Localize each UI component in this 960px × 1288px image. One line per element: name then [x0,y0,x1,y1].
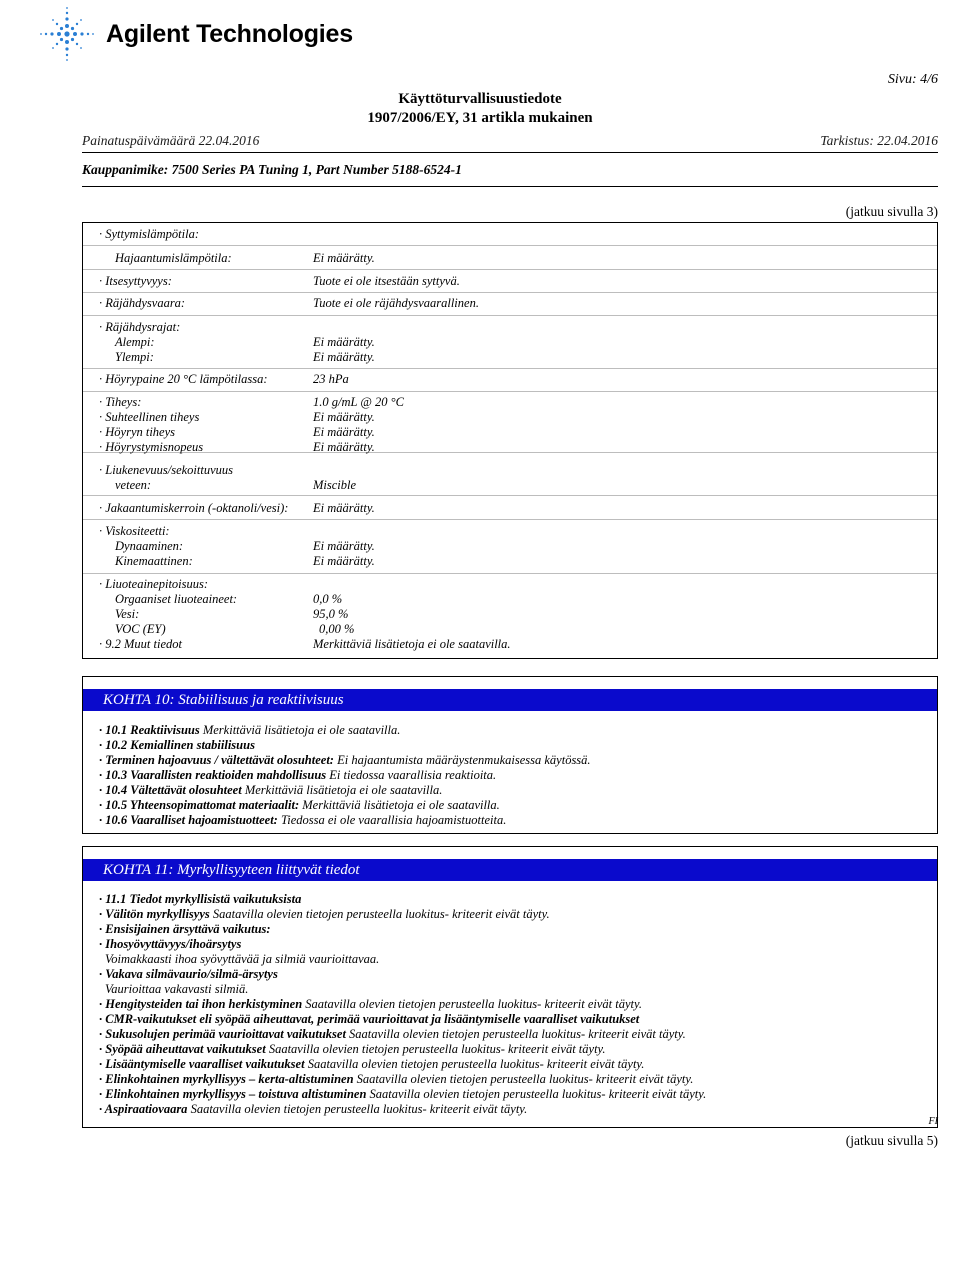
continued-from: (jatkuu sivulla 3) [845,204,938,219]
s11-line: · Ihosyövyttävyys/ihoärsytys [99,937,242,951]
brand-logo [36,4,353,64]
s10-line: · 10.2 Kemiallinen stabiilisuus [99,738,255,752]
language-code: FI [928,1116,938,1127]
s11-line: · Hengitysteiden tai ihon herkistyminen Saatavilla olevien tietojen perusteella luokitus- kriteerit eivät täyty. [99,997,642,1011]
s11-line: · CMR-vaikutukset eli syöpää aiheuttavat, perimää vaurioittavat ja lisääntymiselle vaaralliset vaikutukset [99,1012,640,1026]
s10-line: · 10.4 Vältettävät olosuhteet Merkittäviä lisätietoja ei ole saatavilla. [99,783,443,797]
s11-line: Vaurioittaa vakavasti silmiä. [105,982,249,996]
product-divider [82,186,938,187]
s11-line: · Lisääntymiselle vaaralliset vaikutukset Saatavilla olevien tietojen perusteella luokitus- kriteerit eivät täyty. [99,1057,645,1071]
s10-line: · 10.6 Vaaralliset hajoamistuotteet: Tiedossa ei ole vaarallisia hajoamistuotteita. [99,813,507,827]
s11-line: Voimakkaasti ihoa syövyttävää ja silmiä vaurioittavaa. [105,952,380,966]
header-divider [82,152,938,153]
physical-properties-box: · Syttymislämpötila: Hajaantumislämpötila: Ei määrätty. · Itsesyttyvyys: Tuote ei ole itsestään syttyvä. · Räjähdysvaara: Tuote ei ole räjähdysvaarallinen. · Räjähdysrajat: Alempi: Ei määrätty. Ylempi: Ei määrätty. · Höyrypaine 20 °C lämpötilassa: 23 hPa · Tiheys: 1.0 g/mL @ 20 °C · Suhteellinen tiheys Ei määrätty. · Höyryn tiheys Ei määrätty. · Höyrystymisnopeus Ei määrätty. · Liukenevuus/sekoittuvuus veteen: Miscible · Jakaantumiskerroin (-oktanoli/vesi): Ei määrätty. · Viskositeetti: Dynaaminen: Ei määrätty. Kinemaattinen: Ei määrätty. · Liuoteainepitoisuus: Orgaaniset liuoteaineet: 0,0 % Vesi: 95,0 % VOC (EY) 0,00 % · 9.2 Muut tiedot Merkittäviä lisätietoja ei ole saatavilla. [82,222,938,659]
agilent-spark-icon [36,3,98,65]
s10-line: · Terminen hajoavuus / vältettävät olosuhteet: Ei hajaantumista määräystenmukaisessa käytössä. [99,753,591,767]
s10-line: · 10.3 Vaarallisten reaktioiden mahdollisuus Ei tiedossa vaarallisia reaktioita. [99,768,497,782]
s11-line: · Sukusolujen perimää vaurioittavat vaikutukset Saatavilla olevien tietojen perusteella luokitus- kriteerit eivät täyty. [99,1027,686,1041]
s11-line: · Välitön myrkyllisyys Saatavilla olevien tietojen perusteella luokitus- kriteerit eivät täyty. [99,907,550,921]
continued-to: (jatkuu sivulla 5) [845,1133,938,1148]
section-10-title: KOHTA 10: Stabiilisuus ja reaktiivisuus [83,689,937,711]
s11-line: · Vakava silmävaurio/silmä-ärsytys [99,967,278,981]
s10-line: · 10.1 Reaktiivisuus Merkittäviä lisätietoja ei ole saatavilla. [99,723,401,737]
s11-line: · 11.1 Tiedot myrkyllisistä vaikutuksista [99,892,302,906]
s10-line: · 10.5 Yhteensopimattomat materiaalit: Merkittäviä lisätietoja ei ole saatavilla. [99,798,500,812]
section-11-title: KOHTA 11: Myrkyllisyyteen liittyvät tiedot [83,859,937,881]
s11-line: · Aspiraatiovaara Saatavilla olevien tietojen perusteella luokitus- kriteerit eivät täyty. [99,1102,528,1116]
s11-line: · Syöpää aiheuttavat vaikutukset Saatavilla olevien tietojen perusteella luokitus- kriteerit eivät täyty. [99,1042,606,1056]
s11-line: · Ensisijainen ärsyttävä vaikutus: [99,922,271,936]
s11-line: · Elinkohtainen myrkyllisyys – kerta-altistuminen Saatavilla olevien tietojen perusteella luokitus- kriteerit eivät täyty. [99,1072,694,1086]
brand-name: Agilent Technologies [106,19,353,48]
revision-date: Tarkistus: 22.04.2016 [820,133,938,148]
print-date: Painatuspäivämäärä 22.04.2016 [82,133,260,148]
section-10-box [82,676,938,834]
document-title [0,90,960,128]
product-name: Kauppanimike: 7500 Series PA Tuning 1, Part Number 5188-6524-1 [82,162,462,177]
document-title-sub: 1907/2006/EY, 31 artikla mukainen [367,110,593,126]
document-title-main: Käyttöturvallisuustiedote [398,91,562,107]
s11-line: · Elinkohtainen myrkyllisyys – toistuva altistuminen Saatavilla olevien tietojen perusteella luokitus- kriteerit eivät täyty. [99,1087,707,1101]
section-11-box [82,846,938,1128]
page-number: Sivu: 4/6 [887,72,938,87]
